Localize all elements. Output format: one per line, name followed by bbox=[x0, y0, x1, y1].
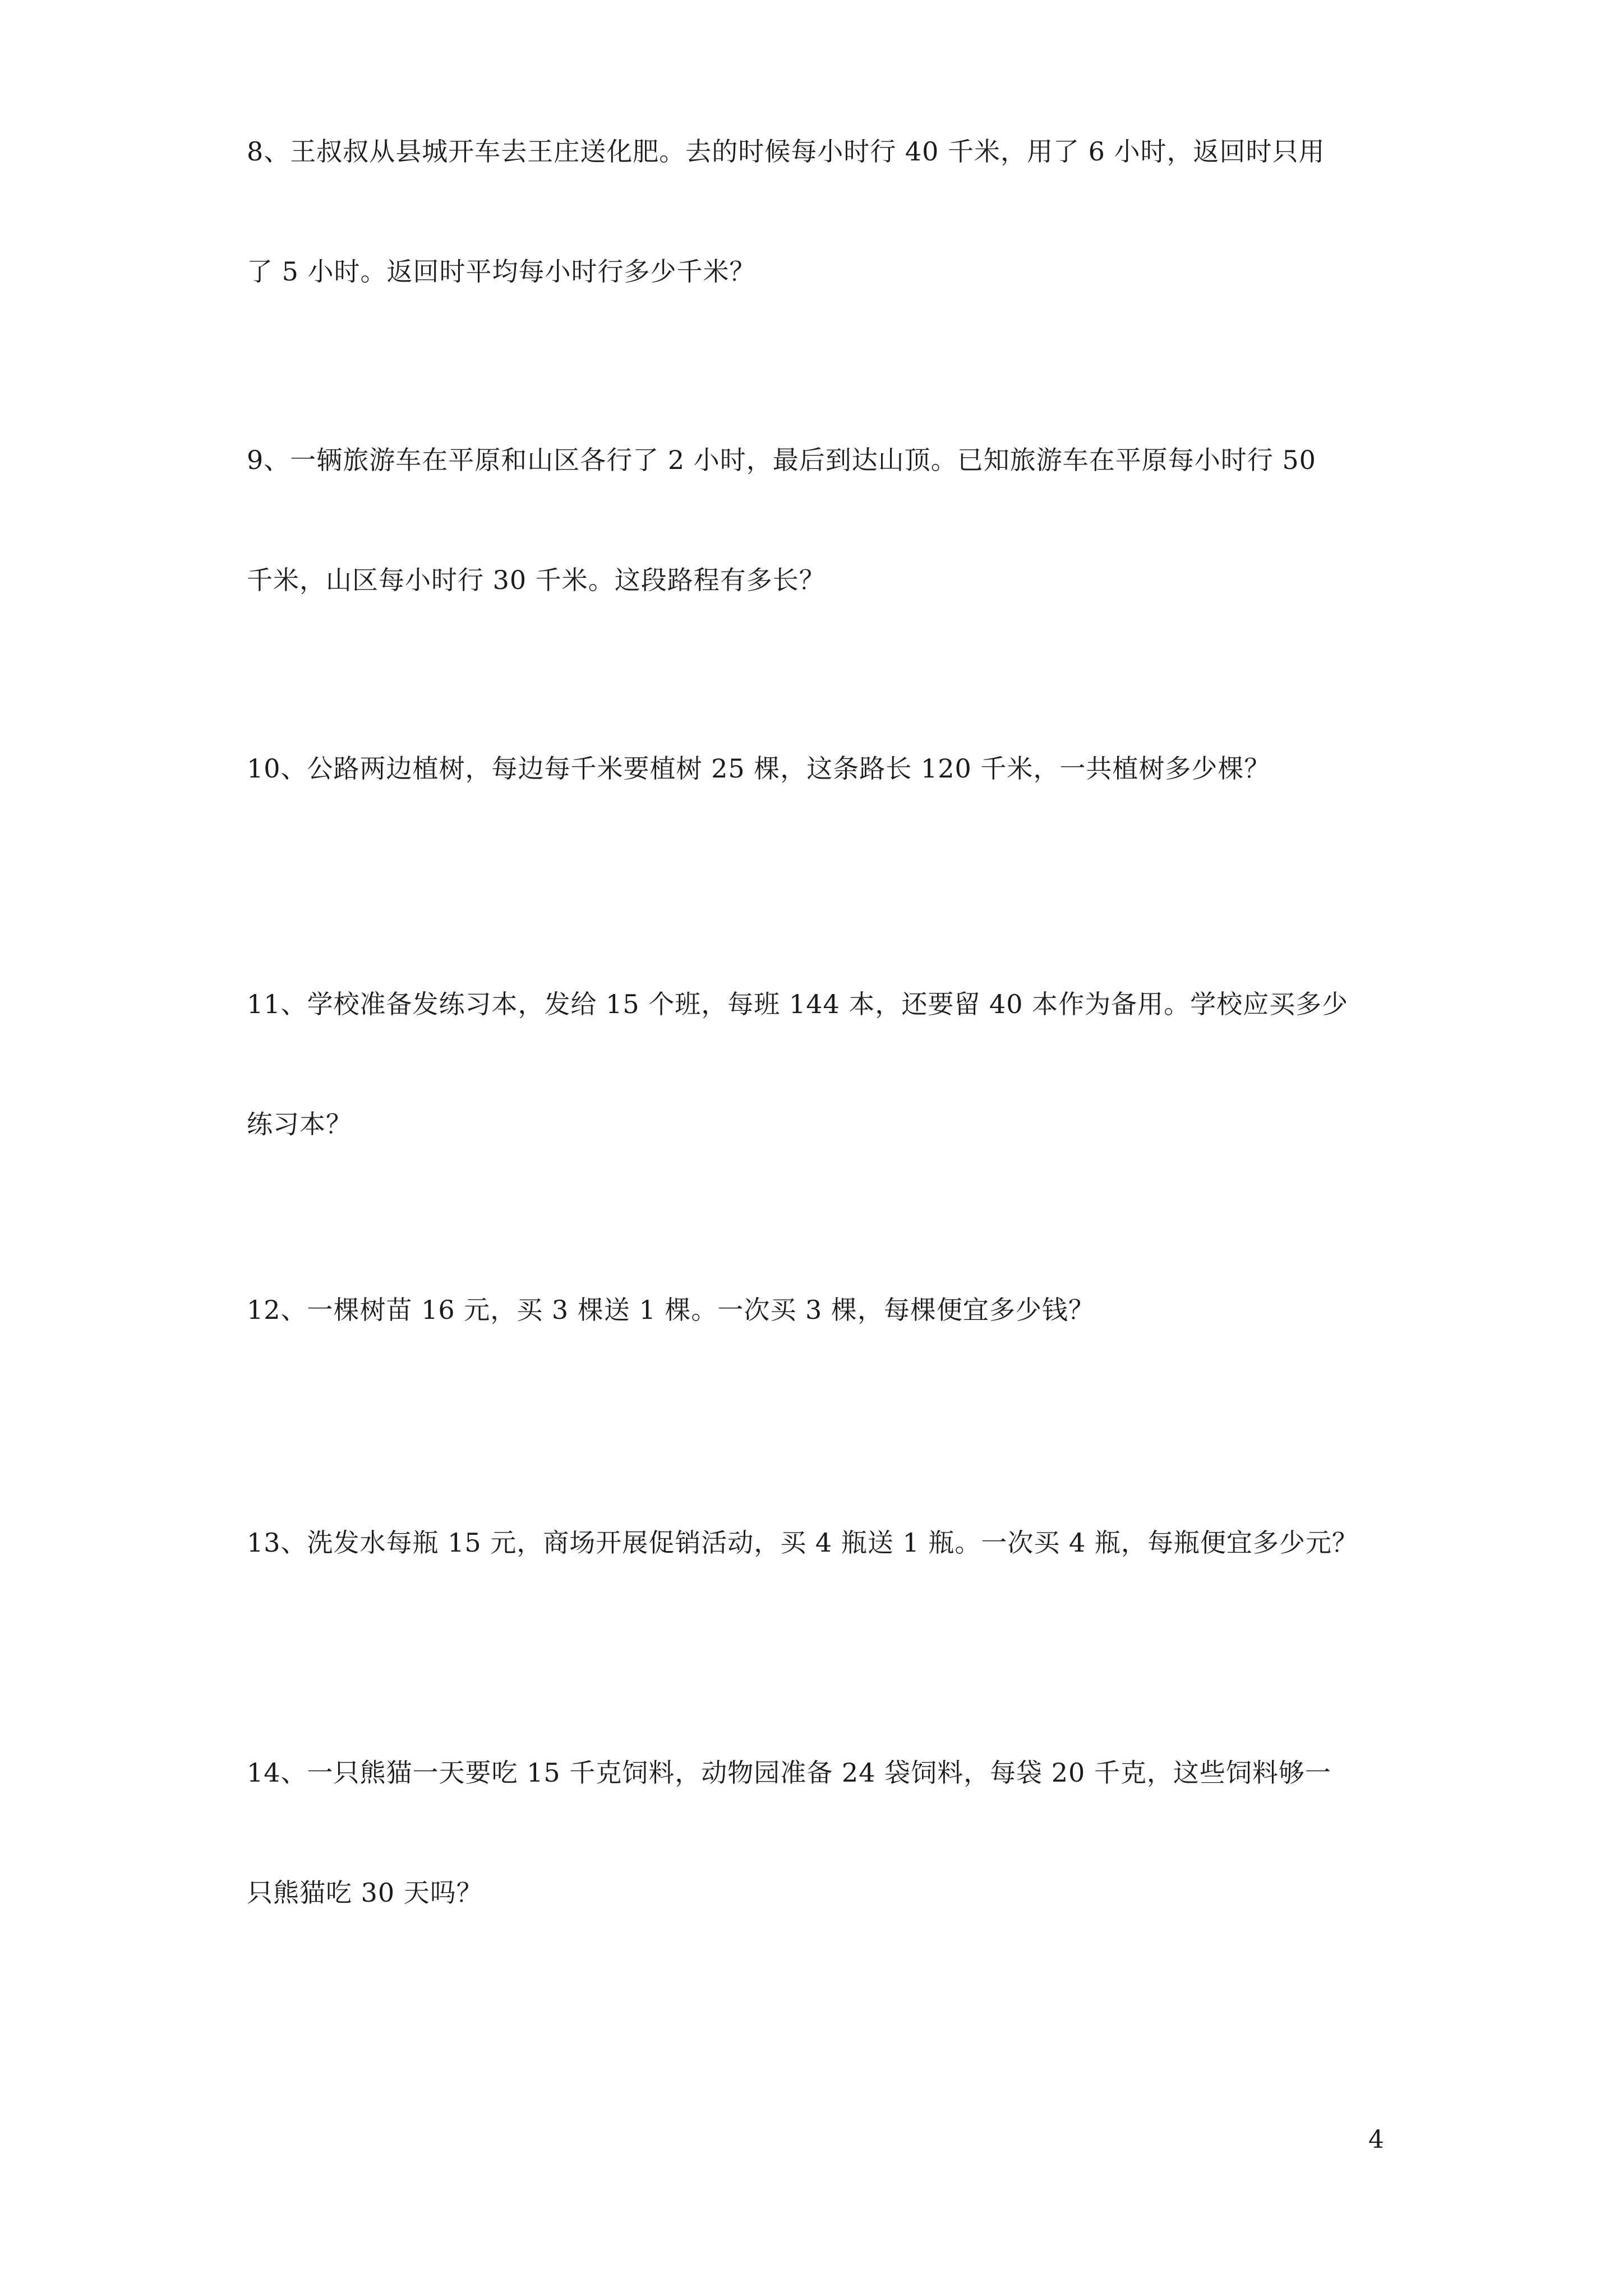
problem-14-line-1: 14、一只熊猫一天要吃 15 千克饲料，动物园准备 24 袋饲料，每袋 20 千克，这些饲料够一 bbox=[247, 1757, 1331, 1788]
problem-9-line-2: 千米，山区每小时行 30 千米。这段路程有多长？ bbox=[247, 565, 826, 595]
problem-9-line-1: 9、一辆旅游车在平原和山区各行了 2 小时，最后到达山顶。已知旅游车在平原每小时行 50 bbox=[247, 445, 1316, 475]
problem-8-line-2: 了 5 小时。返回时平均每小时行多少千米？ bbox=[247, 256, 756, 287]
page-number: 4 bbox=[1368, 2125, 1384, 2154]
problem-9 bbox=[247, 446, 1391, 594]
problem-12 bbox=[247, 1296, 1391, 1324]
problem-11-line-1: 11、学校准备发练习本，发给 15 个班，每班 144 本，还要留 40 本作为备用。学校应买多少 bbox=[247, 989, 1349, 1019]
problem-11 bbox=[247, 990, 1391, 1138]
problem-13 bbox=[247, 1529, 1391, 1557]
problem-14-line-2: 只熊猫吃 30 天吗？ bbox=[247, 1878, 483, 1908]
problem-13-line-1: 13、洗发水每瓶 15 元，商场开展促销活动，买 4 瓶送 1 瓶。一次买 4 瓶，每瓶便宜多少元？ bbox=[247, 1527, 1358, 1558]
problem-11-line-2: 练习本？ bbox=[247, 1109, 352, 1139]
problem-10-line-1: 10、公路两边植树，每边每千米要植树 25 棵，这条路长 120 千米，一共植树多少棵？ bbox=[247, 753, 1271, 784]
problem-14 bbox=[247, 1759, 1391, 1907]
problem-12-line-1: 12、一棵树苗 16 元，买 3 棵送 1 棵。一次买 3 棵，每棵便宜多少钱？ bbox=[247, 1295, 1095, 1325]
problem-8-line-1: 8、王叔叔从县城开车去王庄送化肥。去的时候每小时行 40 千米，用了 6 小时，返回时只用 bbox=[247, 136, 1325, 167]
problem-8 bbox=[247, 137, 1391, 286]
problem-10 bbox=[247, 754, 1391, 783]
